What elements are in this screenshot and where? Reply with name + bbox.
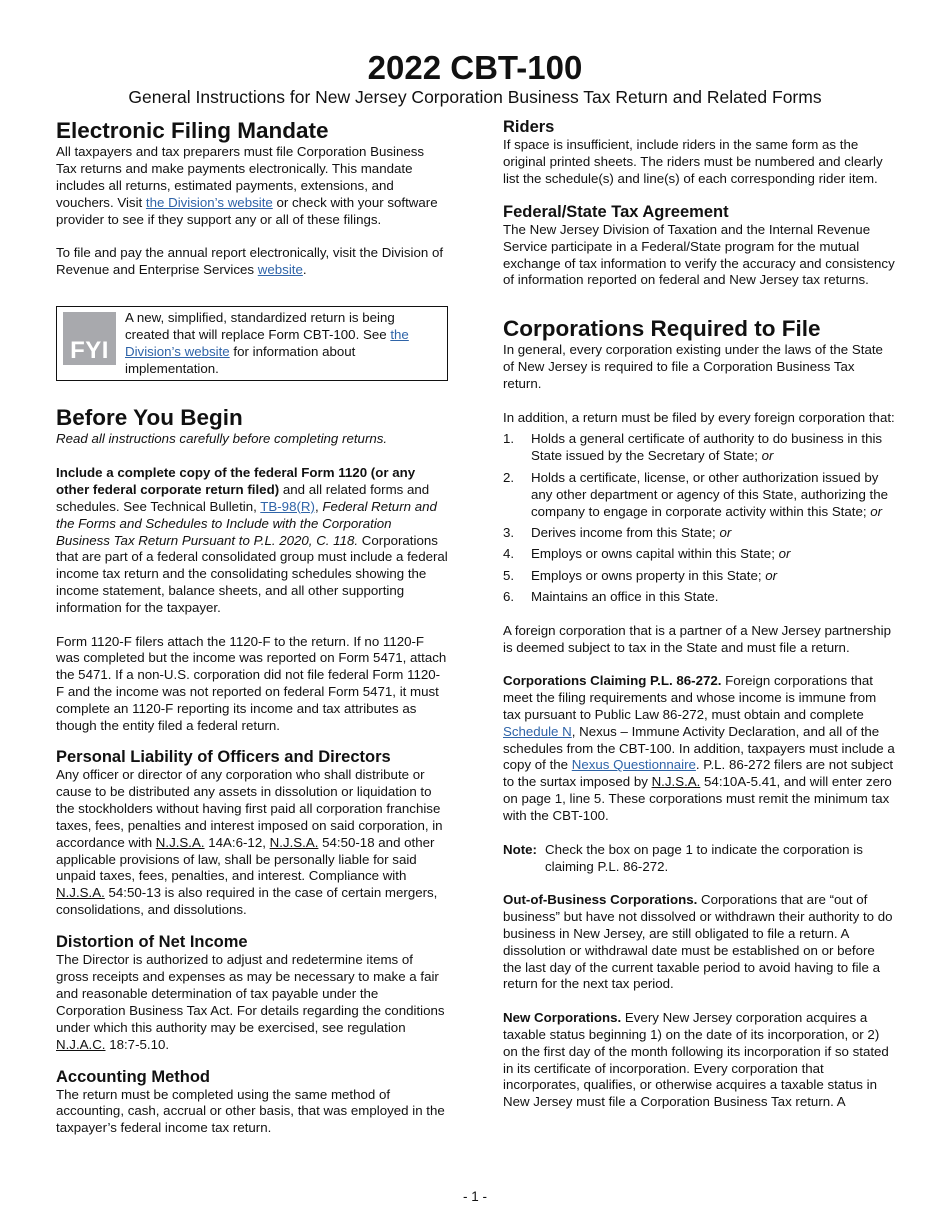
list-number: 6. bbox=[503, 589, 515, 605]
division-website-link[interactable]: the Division’s website bbox=[125, 326, 409, 359]
text: To file and pay the annual report electronically, visit the Division of Revenue and Enterprise Services bbox=[56, 245, 444, 277]
document-title: 2022 CBT-100 bbox=[367, 49, 583, 86]
text: or check with your software provider to see if they support any or all of these filings. bbox=[56, 194, 438, 227]
text: Holds a general certificate of authority to do business in this State issued by the Secretary of State; bbox=[531, 431, 883, 464]
paragraph bbox=[503, 892, 895, 993]
italic-text: or bbox=[870, 503, 883, 519]
list-text bbox=[531, 589, 895, 606]
left-column bbox=[56, 118, 448, 1137]
text: Corporations that are part of a federal consolidated group must include a federal income tax return and the consolidating schedules showing the income statement, balance sheets, and all other supporting information for the taxpayer. bbox=[56, 532, 448, 616]
paragraph: Form 1120-F filers attach the 1120-F to the return. If no 1120-F was completed but the income was reported on Form 5471, attach the 5471. If a non-U.S. corporation did not file federal Form 1120-F and the income was not reported on federal Form 5471, it must complete an 1120-F reporting its income and tax attributes as though the entity filed a federal return. bbox=[56, 633, 447, 734]
italic-text: or bbox=[778, 546, 791, 562]
list-number: 4. bbox=[503, 546, 515, 562]
revenue-website-link[interactable]: website bbox=[257, 261, 303, 277]
bold-text: Include a complete copy of the federal Form 1120 (or any other federal corporate return filed) bbox=[56, 464, 416, 497]
personal-liability-section bbox=[56, 748, 448, 919]
paragraph bbox=[56, 952, 448, 1053]
list-item bbox=[503, 568, 895, 585]
corporations-required-section bbox=[503, 316, 895, 1111]
bold-text: New Corporations. bbox=[503, 1009, 622, 1025]
paragraph bbox=[503, 673, 895, 825]
list-item bbox=[503, 431, 895, 465]
text: 54:10A-5.41, and will enter zero on page 1, line 5. These corporations must remit the minimum tax with the CBT-100. bbox=[503, 774, 892, 824]
text: . bbox=[302, 261, 307, 277]
text: and all related forms and schedules. See Technical Bulletin, bbox=[56, 481, 430, 514]
list-number: 1. bbox=[503, 431, 515, 447]
text: , Nexus – Immune Activity Declaration, and all of the schedules from the CBT-100. In addition, taxpayers must include a copy of the bbox=[503, 723, 895, 773]
list-number: 3. bbox=[503, 525, 515, 540]
paragraph: In general, every corporation existing under the laws of the State of New Jersey is required to file a Corporation Business Tax return. bbox=[503, 342, 883, 392]
fyi-icon: FYI bbox=[63, 312, 116, 365]
text: Every New Jersey corporation acquires a taxable status beginning 1) on the date of its incorporation, or 2) on the first day of the month following its incorporation if so stated in its certificate of incorporation. Every corporation that incorporates, qualifies, or otherwise acquires a taxable status in New Jersey must file a Corporation Business Tax return. A bbox=[503, 1009, 889, 1110]
note-text: Check the box on page 1 to indicate the corporation is claiming P.L. 86-272. bbox=[545, 841, 863, 874]
list-text bbox=[531, 546, 895, 563]
paragraph: In addition, a return must be filed by every foreign corporation that: bbox=[503, 409, 895, 425]
list-item bbox=[503, 525, 895, 542]
section-heading: Federal/State Tax Agreement bbox=[503, 202, 729, 221]
paragraph bbox=[56, 144, 448, 229]
schedule-n-link[interactable]: Schedule N bbox=[503, 723, 572, 739]
fyi-callout bbox=[56, 306, 448, 382]
njsa-reference: N.J.S.A. bbox=[155, 834, 205, 850]
list-text bbox=[531, 525, 895, 542]
text: 54:50-13 is also required in the case of certain mergers, consolidations, and dissolutions. bbox=[56, 885, 438, 918]
njsa-reference: N.J.S.A. bbox=[651, 774, 701, 790]
section-heading: Accounting Method bbox=[56, 1067, 210, 1086]
text: Maintains an office in this State. bbox=[531, 589, 719, 605]
text: for information about implementation. bbox=[125, 343, 356, 376]
accounting-method-section bbox=[56, 1068, 448, 1138]
paragraph: A foreign corporation that is a partner of a New Jersey partnership is deemed subject to tax in the State and must file a return. bbox=[503, 622, 892, 655]
riders-section bbox=[503, 118, 895, 188]
nexus-questionnaire-link[interactable]: Nexus Questionnaire bbox=[571, 757, 696, 773]
text: , bbox=[314, 498, 323, 514]
text: 14A:6-12, bbox=[204, 834, 270, 850]
italic-text: or bbox=[719, 525, 732, 540]
paragraph bbox=[56, 465, 448, 617]
njsa-reference: N.J.S.A. bbox=[269, 834, 319, 850]
document-subtitle: General Instructions for New Jersey Corporation Business Tax Return and Related Forms bbox=[128, 87, 822, 107]
intro-text: Read all instructions carefully before completing returns. bbox=[56, 431, 388, 447]
division-website-link[interactable]: the Division’s website bbox=[145, 194, 273, 210]
text: A new, simplified, standardized return is being created that will replace Form CBT-100. See bbox=[125, 309, 395, 342]
before-you-begin-section bbox=[56, 405, 448, 735]
paragraph bbox=[56, 245, 448, 279]
njac-reference: N.J.A.C. bbox=[56, 1036, 106, 1052]
text: Employs or owns capital within this State; bbox=[531, 546, 779, 562]
list-text bbox=[531, 568, 895, 585]
text: Any officer or director of any corporation who shall distribute or cause to be distributed any assets in dissolution or liquidation to the stockholders without having first paid all corporation franchise taxes, fees, penalties and interest imposed on said corporation, in accordance with bbox=[56, 766, 443, 850]
bold-text: Corporations Claiming P.L. 86-272. bbox=[503, 672, 722, 688]
italic-text: Federal Return and the Forms and Schedules to Include with the Corporation Business Tax Return Pursuant to P.L. 2020, C. 118. bbox=[56, 498, 437, 548]
federal-state-agreement-section bbox=[503, 203, 895, 290]
text: 18:7-5.10. bbox=[105, 1036, 170, 1052]
list-text bbox=[531, 470, 895, 521]
section-heading: Distortion of Net Income bbox=[56, 933, 248, 952]
paragraph: The New Jersey Division of Taxation and the Internal Revenue Service participate in a Federal/State program for the mutual exchange of tax information to verify the accuracy and consistency of information reported on federal and New Jersey tax returns. bbox=[503, 221, 895, 288]
section-heading: Electronic Filing Mandate bbox=[56, 118, 329, 143]
electronic-filing-mandate-section bbox=[56, 118, 448, 279]
note bbox=[503, 842, 895, 876]
text: The Director is authorized to adjust and redetermine items of gross receipts and expenses as may be necessary to make a fair and reasonable determination of tax payable under the Corporation Business Tax Act. For details regarding the conditions under which this authority may be exercised, see regulation bbox=[56, 952, 445, 1035]
italic-text: or bbox=[765, 567, 778, 583]
tb-98r-link[interactable]: TB-98(R) bbox=[260, 498, 315, 514]
italic-text: or bbox=[761, 448, 774, 464]
text: All taxpayers and tax preparers must file Corporation Business Tax returns and make payments electronically. This mandate includes all returns, estimated payments, extensions, and vouchers. Visit bbox=[56, 144, 425, 210]
njsa-reference: N.J.S.A. bbox=[56, 885, 105, 901]
list-item bbox=[503, 589, 895, 606]
note-label: Note: bbox=[503, 841, 537, 857]
list-number: 5. bbox=[503, 567, 515, 583]
bold-text: Out-of-Business Corporations. bbox=[503, 891, 698, 907]
paragraph bbox=[503, 1010, 895, 1111]
text: Holds a certificate, license, or other authorization issued by any other department or agency of this State, authorizing the company to engage in corporate activity within this State; bbox=[531, 469, 889, 519]
requirements-list bbox=[503, 431, 895, 606]
text: Foreign corporations that meet the filing requirements and whose income is immune from tax pursuant to Public Law 86-272, must obtain and complete bbox=[503, 672, 877, 722]
paragraph: The return must be completed using the same method of accounting, cash, accrual or other basis, that was employed in the taxpayer’s federal income tax return. bbox=[56, 1086, 445, 1136]
text: 54:50-18 and other applicable provisions of law, shall be personally liable for said unpaid taxes, fees, penalties, and interest. Compliance with bbox=[56, 834, 435, 884]
text: Employs or owns property in this State; bbox=[531, 567, 766, 583]
section-heading: Riders bbox=[503, 118, 555, 136]
list-item bbox=[503, 546, 895, 563]
list-text bbox=[531, 431, 895, 465]
text: Corporations that are “out of business” but have not dissolved or withdrawn their authority to do business in New Jersey, are still obligated to file a return. A dissolution or withdrawal date must be established on or before the last day of the current taxable period to avoid having to file a return for the next tax period. bbox=[503, 891, 893, 992]
text: Derives income from this State; bbox=[531, 525, 720, 540]
list-number: 2. bbox=[503, 469, 515, 485]
section-heading: Corporations Required to File bbox=[503, 316, 821, 342]
section-heading: Personal Liability of Officers and Directors bbox=[56, 747, 391, 766]
section-heading: Before You Begin bbox=[56, 405, 243, 431]
fyi-text bbox=[125, 310, 439, 378]
paragraph: If space is insufficient, include riders in the same form as the original printed sheets. The riders must be numbered and clearly list the schedule(s) and line(s) of each corresponding rider item. bbox=[503, 137, 883, 186]
list-item bbox=[503, 470, 895, 521]
paragraph bbox=[56, 767, 448, 919]
text: . P.L. 86-272 filers are not subject to the surtax imposed by bbox=[503, 757, 894, 790]
distortion-section bbox=[56, 933, 448, 1053]
right-column bbox=[503, 118, 895, 1111]
page-number: - 1 - bbox=[462, 1189, 487, 1204]
